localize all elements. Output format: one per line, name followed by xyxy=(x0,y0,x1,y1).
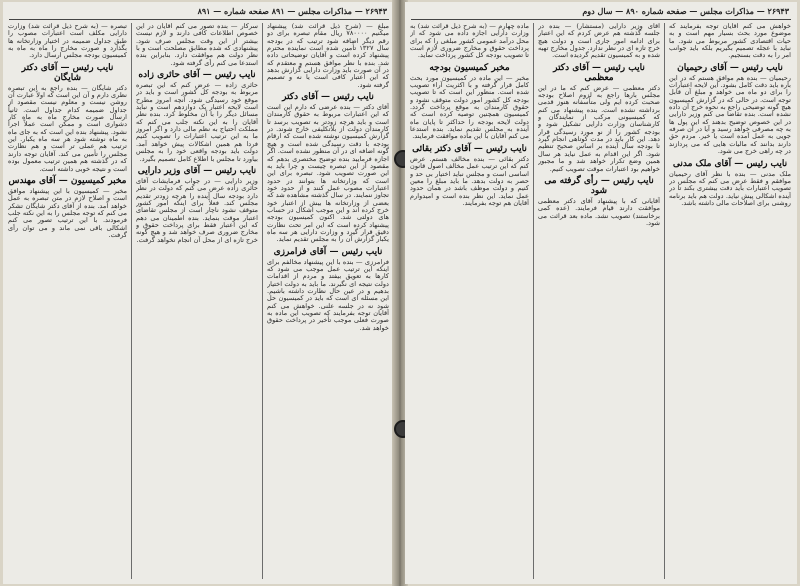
section-heading: نایب رئیس — آقای وزیر دارایی xyxy=(137,165,257,176)
paragraph: مبلغ — (شرح ذیل قرائت شد) پیشنهاد میکنیم ۷۸۰۰۰۰ ریال مقام تبصره برای دو رقم دیگر اضافه شود ترتیب که در بودجه سال ۱۳۲۷ تأمین شده است نماینده محترم پیشنهاد کرده است و آقایان توضیحاتی داده شد. بنده با نظر موافق هستم و معتقدم که در آن صورت باید وزارت دارایی گزارش بدهد که این اعتبار کافی است یا نه و تصمیم گرفته شود. xyxy=(267,23,389,89)
paragraph: فرامرزی — بنده با این پیشنهاد مخالفم برای اینکه این ترتیب عمل موجب می شود که کارها به تعویق بیفتد و مردم از اقدامات دولت نتیجه ای نگیرند. ما باید به دولت اختیار بدهیم و در عین حال نظارت داشته باشیم. این مسئله ای است که باید در کمیسیون حل شود نه در جلسه علنی. خواهش می کنم آقایان توجه بفرمایند که تصویب این ماده به صورت فعلی موجب تأخیر در پرداخت حقوق خواهد شد. xyxy=(267,257,389,332)
section-heading: نایب رئیس — آقای دکتر بقائی xyxy=(412,143,527,154)
section-heading: نایب رئیس — آقای فرامرزی xyxy=(273,246,383,257)
left-header-rule xyxy=(9,19,389,20)
paragraph: آقایانی که با پیشنهاد آقای دکتر معظمی موافقت دارند قیام فرمایند. (عده کمی برخاستند) تصویب نشد. ماده بعد قرائت می شود. xyxy=(538,196,660,227)
paragraph: ماده چهارم — (به شرح ذیل قرائت شد) به وزارت دارایی اجازه داده می شود که از محل درآمد عمومی کشور مبلغی را که برای پرداخت حقوق و مخارج ضروری لازم است تا تصویب بودجه کل کشور پرداخت نماید. xyxy=(410,23,529,60)
paragraph: دکتر بقائی — بنده مخالف هستم. عرض کنم که این ترتیب عمل مخالف اصول قانون اساسی است و مجلس نباید اختیار بی حد و حصر به دولت بدهد. ما باید مبلغ را معین کنیم و دولت موظف باشد در همان حدود عمل نماید. این نظر بنده است و امیدوارم آقایان هم توجه بفرمایند. xyxy=(410,154,529,207)
section-heading: نایب رئیس — آقای دکتر xyxy=(282,92,374,103)
column-divider xyxy=(664,23,665,579)
left-column-1 xyxy=(267,23,389,579)
section-heading: نایب رئیس — آقای حائری زاده xyxy=(138,70,256,81)
paragraph: آقای دکتر — بنده عرضی که دارم این است که این اعتبارات مربوط به حقوق کارمندان است و باید هرچه زودتر به تصویب برسد تا کارمندان دولت از بلاتکلیفی خارج شوند. در گزارش کمیسیون نوشته شده است که ارقام بودجه با دقت رسیدگی شده است و هیچ گونه اضافه ای در آن منظور نشده است. اگر اجازه فرمایید بنده توضیح مختصری بدهم که مقصود از این تبصره چیست و چرا باید به این صورت تصویب شود. تبصره برای این است که وزارتخانه ها بتوانند در حدود اعتبارات مصوب عمل کنند و از حدود خود تجاوز ننمایند. در سال گذشته مشاهده شد که بعضی از وزارتخانه ها بیش از اعتبار خود خرج کرده اند و این موجب اشکال در حساب های دولتی شد. اکنون کمیسیون بودجه پیشنهاد کرده است که این امر تحت نظارت دقیق قرار گیرد و وزارت دارایی هر سه ماه یکبار گزارش آن را به مجلس تقدیم نماید. xyxy=(267,103,389,244)
section-heading: مخبر کمیسیون — آقای مهندس xyxy=(8,175,127,186)
column-divider xyxy=(131,23,132,579)
column-divider xyxy=(533,23,534,579)
right-header-rule xyxy=(411,19,791,20)
section-heading: نایب رئیس — رأی گرفته می شود xyxy=(544,175,654,196)
left-column-2 xyxy=(136,23,258,579)
paragraph: سرکار — بنده تصور می کنم آقایان در این خصوص اطلاعات کافی دارند و لازم نیست بیشتر از این وقت مجلس صرف شود. پیشنهادی که شده مطابق مصلحت است و با نظر دولت هم موافقت دارد. بنابراین بنده استدعا می کنم رأی گرفته شود. xyxy=(136,23,258,67)
paragraph: مخبر — این ماده در کمیسیون مورد بحث کامل قرار گرفته و با اکثریت آراء تصویب شده است. منظور این است که تا تصویب بودجه کل کشور امور دولت متوقف نشود و حقوق کارمندان به موقع پرداخت گردد. کمیسیون همچنین توصیه کرده است که دولت لایحه بودجه را حداکثر تا پایان ماه آینده به مجلس تقدیم نماید. بنده استدعا می کنم آقایان با این ماده موافقت فرمایند. xyxy=(410,73,529,141)
right-page xyxy=(405,2,797,584)
right-column-1 xyxy=(669,23,791,579)
paragraph: دکتر شایگان — بنده راجع به این تبصره نظری دارم و آن این است که اولاً عبارت آن روشن نیست و معلوم نیست مقصود از جداول ضمیمه کدام جداول است. ثانیاً ارسال صورت مخارج ماه به ماه کار دشواری است و ممکن است عملاً اجرا نشود. پیشنهاد بنده این است که به جای ماه به ماه نوشته شود هر سه ماه یکبار. این ترتیب هم عملی تر است و هم نظارت مجلس را تأمین می کند. آقایان توجه دارند که در گذشته هم همین ترتیب معمول بوده است و نتیجه خوبی داشته است. xyxy=(8,83,127,173)
paragraph: مخبر — کمیسیون با این پیشنهاد موافق است و اصلاح لازم در متن تبصره به عمل خواهد آمد. بنده از آقای دکتر شایگان تشکر می کنم که توجه مجلس را به این نکته جلب فرمودند. با این ترتیب تصور می کنم اشکالی باقی نمی ماند و می توان رأی گرفت. xyxy=(8,186,127,239)
section-heading: نایب رئیس — آقای دکتر معظمی xyxy=(553,62,645,83)
paragraph: وزیر دارایی — در جواب فرمایشات آقای حائری زاده عرض می کنم که دولت در نظر دارد بودجه سال آینده را هرچه زودتر تقدیم مجلس کند. فعلاً برای اینکه امور کشور متوقف نشود ناچار است از مجلس تقاضای اعتبار موقت بنماید. بنده اطمینان می دهم که این اعتبار فقط برای پرداخت حقوق و مخارج ضروری صرف خواهد شد و هیچ گونه خرج تازه ای از محل آن انجام نخواهد گرفت. xyxy=(136,176,258,244)
right-running-head: ۲۶۹۴۳ — مذاکرات مجلس — صفحه شماره ۸۹۰ — سال دوم xyxy=(582,6,789,16)
paragraph: رحیمیان — بنده هم موافق هستم که در این باره باید دقت کامل بشود. این لایحه اعتبارات را برای دو ماه می خواهد و مبلغ آن قابل توجه است. در حالی که در گزارش کمیسیون هیچ گونه توضیحی راجع به نحوه خرج آن داده نشده است. بنده تقاضا می کنم وزیر دارایی در این خصوص توضیح بدهند که این پول ها به چه مصرفی خواهد رسید و آیا در آن صرفه جویی به عمل آمده است یا خیر. مردم حق دارند بدانند که مالیات هایی که می پردازند در چه راهی خرج می شود. xyxy=(669,73,791,156)
paragraph: تبصره — (به شرح ذیل قرائت شد) وزارت دارایی مکلف است اعتبارات مصوب را طبق جداول ضمیمه در اختیار وزارتخانه ها بگذارد و صورت مخارج را ماه به ماه به کمیسیون بودجه مجلس ارسال دارد. xyxy=(8,23,127,60)
paragraph: خواهش می کنم آقایان توجه بفرمایند که موضوع مورد بحث بسیار مهم است و به حیات اقتصادی کشور مربوط می شود. ما نباید با عجله تصمیم بگیریم بلکه باید جوانب امر را به دقت بسنجیم. xyxy=(669,23,791,60)
section-heading: نایب رئیس — آقای ملک مدنی xyxy=(672,158,788,169)
left-page xyxy=(3,2,395,584)
section-heading: نایب رئیس — آقای دکتر شایگان xyxy=(21,62,114,83)
section-heading: مخبر کمیسیون بودجه xyxy=(429,62,510,73)
left-running-head: ۲۶۹۴۳ — مذاکرات مجلس — ۸۹۱ صفحه شماره — ۸۹۱ xyxy=(197,6,387,16)
paragraph: ملک مدنی — بنده با نظر آقای رحیمیان موافقم و فقط عرض می کنم که مجلس در تصویب اعتبارات باید دقت بیشتری بکند تا در آینده اشکالی پیش نیاید. دولت هم باید برنامه روشنی برای اصلاحات مالی داشته باشد. xyxy=(669,169,791,207)
right-column-3 xyxy=(410,23,529,579)
section-heading: نایب رئیس — آقای رحیمیان xyxy=(677,62,783,73)
right-column-2 xyxy=(538,23,660,579)
paragraph: حائری زاده — عرض کنم که این تبصره مربوط به بودجه کل کشور است و باید در موقع خود رسیدگی شود. آنچه امروز مطرح است لایحه اعتبار یک دوازدهم است و نباید مسائل دیگر را با آن مخلوط کرد. بنده نظر آقایان را به این نکته جلب می کنم که مملکت احتیاج به نظم مالی دارد و اگر امروز ما به این ترتیب اعتبارات را تصویب کنیم فردا هم همین اشکالات پیش خواهد آمد. دولت باید بودجه واقعی خود را به مجلس بیاورد تا مجلس با اطلاع کامل تصمیم بگیرد. xyxy=(136,81,258,163)
paragraph: آقای وزیر دارایی (مستشار) — بنده در جلسه گذشته هم عرض کردم که این اعتبار برای ادامه امور جاری است و دولت هیچ خرج تازه ای در نظر ندارد. جدول مخارج تهیه شده و به کمیسیون تقدیم گردیده است. xyxy=(538,23,660,60)
left-column-3 xyxy=(8,23,127,579)
column-divider xyxy=(262,23,263,579)
paragraph: دکتر معظمی — عرض کنم که ما در این مجلس بارها راجع به لزوم اصلاح بودجه صحبت کرده ایم ولی متأسفانه هنوز قدمی برداشته نشده است. بنده پیشنهاد می کنم که کمیسیونی مرکب از نمایندگان و کارشناسان وزارت دارایی تشکیل شود و بودجه کشور را از نو مورد رسیدگی قرار دهد. این کار باید در مدت کوتاهی انجام گیرد تا بودجه سال آینده بر اساس صحیح تنظیم شود. اگر این اقدام به عمل نیاید هر سال همین وضع تکرار خواهد شد و ما مجبور خواهیم بود اعتبارات موقت تصویب کنیم. xyxy=(538,83,660,173)
